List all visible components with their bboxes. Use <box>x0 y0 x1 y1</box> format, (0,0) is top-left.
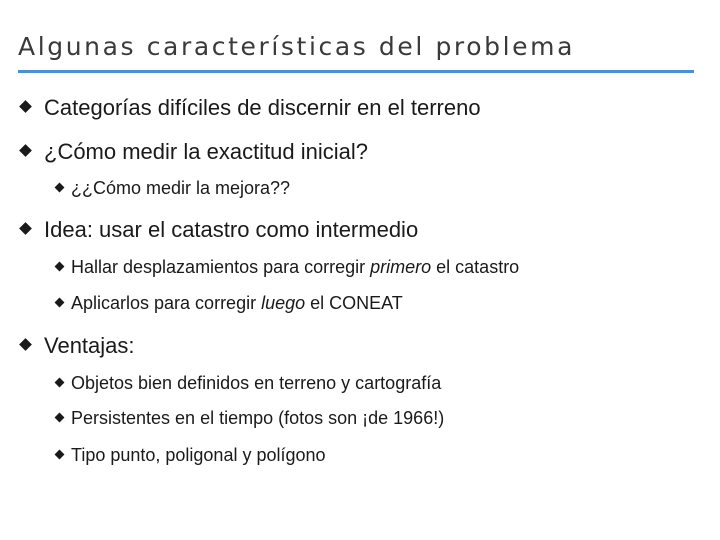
slide-title: Algunas características del problema <box>18 32 576 61</box>
diamond-bullet-icon <box>55 413 65 423</box>
bullet-text: ¿Cómo medir la exactitud inicial? <box>44 139 369 164</box>
diamond-bullet-icon <box>55 298 65 308</box>
text-run: el CONEAT <box>305 293 403 313</box>
diamond-bullet-icon <box>55 183 65 193</box>
diamond-bullet-icon <box>19 144 32 157</box>
diamond-bullet-icon <box>55 262 65 272</box>
emphasis-text: primero <box>370 257 432 277</box>
diamond-bullet-icon <box>55 378 65 388</box>
sub-bullet-text: Tipo punto, poligonal y polígono <box>71 445 326 465</box>
bullet-text: Ventajas: <box>44 333 135 358</box>
bullet-text: Categorías difíciles de discernir en el terreno <box>44 95 481 120</box>
sub-bullet-text <box>71 293 403 314</box>
title-underline <box>18 70 694 73</box>
bullet-text: Idea: usar el catastro como intermedio <box>44 217 419 242</box>
emphasis-text: luego <box>261 293 306 313</box>
diamond-bullet-icon <box>19 338 32 351</box>
diamond-bullet-icon <box>19 100 32 113</box>
text-run: el catastro <box>431 257 520 277</box>
sub-bullet-text <box>71 257 519 278</box>
diamond-bullet-icon <box>19 222 32 235</box>
text-run: Aplicarlos para corregir <box>71 293 262 313</box>
text-run: Hallar desplazamientos para corregir <box>71 257 371 277</box>
diamond-bullet-icon <box>55 450 65 460</box>
sub-bullet-text: ¿¿Cómo medir la mejora?? <box>71 178 291 198</box>
sub-bullet-text: Persistentes en el tiempo (fotos son ¡de 1966!) <box>71 408 445 428</box>
sub-bullet-text: Objetos bien definidos en terreno y cartografía <box>71 373 442 393</box>
